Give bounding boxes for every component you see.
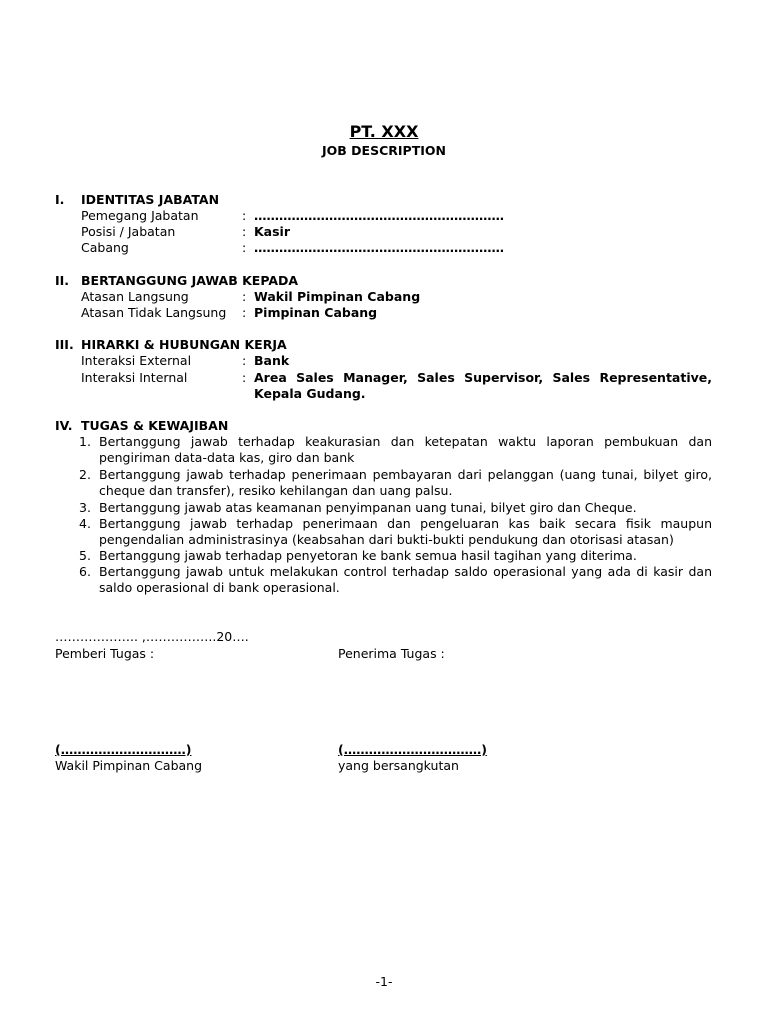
task-text-line: Bertanggung jawab terhadap penerimaan dan pengeluaran kas baik secara fisik maupun <box>99 516 712 531</box>
task-text-line: pengendalian administrasinya (keabsahan dari bukti-bukti pendukung dan otorisasi atasan) <box>99 532 674 547</box>
direct-superior-value: Wakil Pimpinan Cabang <box>254 289 421 304</box>
external-interaction-value: Bank <box>254 353 290 368</box>
internal-interaction-label: Interaksi Internal <box>81 370 188 385</box>
task-text-line: Bertanggung jawab terhadap penerimaan pembayaran dari pelanggan (uang tunai, bilyet giro, <box>99 467 712 482</box>
task-item <box>79 467 712 499</box>
task-item <box>79 434 712 466</box>
task-number: 2. <box>79 467 91 482</box>
position-label: Posisi / Jabatan <box>81 224 176 239</box>
task-item <box>79 500 712 516</box>
date-line: ……………….. ,……………..20…. <box>55 629 249 644</box>
page-number: -1- <box>375 974 393 989</box>
task-item <box>79 548 712 564</box>
section-3-title: HIRARKI & HUBUNGAN KERJA <box>81 337 287 352</box>
direct-superior-label: Atasan Langsung <box>81 289 189 304</box>
section-4-number: IV. <box>55 418 73 433</box>
colon: : <box>242 208 247 223</box>
internal-interaction-line-2: Kepala Gudang. <box>254 386 366 401</box>
task-item <box>79 516 712 548</box>
position-value: Kasir <box>254 224 291 239</box>
task-text-line: Bertanggung jawab terhadap keakurasian dan ketepatan waktu laporan pembukuan dan <box>99 434 712 449</box>
receiver-title: yang bersangkutan <box>338 758 459 773</box>
colon: : <box>242 289 247 304</box>
receiver-label: Penerima Tugas : <box>338 646 445 661</box>
task-number: 5. <box>79 548 91 563</box>
company-name: PT. XXX <box>349 122 419 141</box>
colon: : <box>242 370 247 385</box>
colon: : <box>242 305 247 320</box>
task-text-line: Bertanggung jawab untuk melakukan control terhadap saldo operasional yang ada di kasir dan <box>99 564 712 579</box>
external-interaction-label: Interaksi External <box>81 353 192 368</box>
section-1-title: IDENTITAS JABATAN <box>81 192 220 207</box>
internal-interaction-line-1: Area Sales Manager, Sales Supervisor, Sales Representative, <box>254 370 712 385</box>
task-text-line: Bertanggung jawab terhadap penyetoran ke bank semua hasil tagihan yang diterima. <box>99 548 637 563</box>
section-3-number: III. <box>55 337 74 352</box>
indirect-superior-label: Atasan Tidak Langsung <box>81 305 227 320</box>
task-text-line: pengiriman data-data kas, giro dan bank <box>99 450 355 465</box>
holder-value: …………………………………………………… <box>254 208 504 223</box>
document-title: JOB DESCRIPTION <box>322 143 446 158</box>
task-number: 4. <box>79 516 91 531</box>
task-number: 3. <box>79 500 91 515</box>
colon: : <box>242 240 247 255</box>
branch-label: Cabang <box>81 240 129 255</box>
task-text-line: cheque dan transfer), resiko kehilangan dan uang palsu. <box>99 483 453 498</box>
branch-value: …………………………………………………… <box>254 240 504 255</box>
task-text-line: saldo operasional di bank operasional. <box>99 580 340 595</box>
task-item <box>79 564 712 596</box>
indirect-superior-value: Pimpinan Cabang <box>254 305 378 320</box>
holder-label: Pemegang Jabatan <box>81 208 199 223</box>
task-number: 1. <box>79 434 91 449</box>
section-1-number: I. <box>55 192 65 207</box>
giver-signature-name: (…………………………) <box>55 742 192 757</box>
task-text-line: Bertanggung jawab atas keamanan penyimpanan uang tunai, bilyet giro dan Cheque. <box>99 500 637 515</box>
colon: : <box>242 224 247 239</box>
receiver-signature-name: (……………………………) <box>338 742 487 757</box>
giver-label: Pemberi Tugas : <box>55 646 155 661</box>
section-4-title: TUGAS & KEWAJIBAN <box>81 418 229 433</box>
giver-title: Wakil Pimpinan Cabang <box>55 758 203 773</box>
colon: : <box>242 353 247 368</box>
task-number: 6. <box>79 564 91 579</box>
section-2-title: BERTANGGUNG JAWAB KEPADA <box>81 273 299 288</box>
internal-interaction-value <box>254 370 712 386</box>
section-2-number: II. <box>55 273 70 288</box>
